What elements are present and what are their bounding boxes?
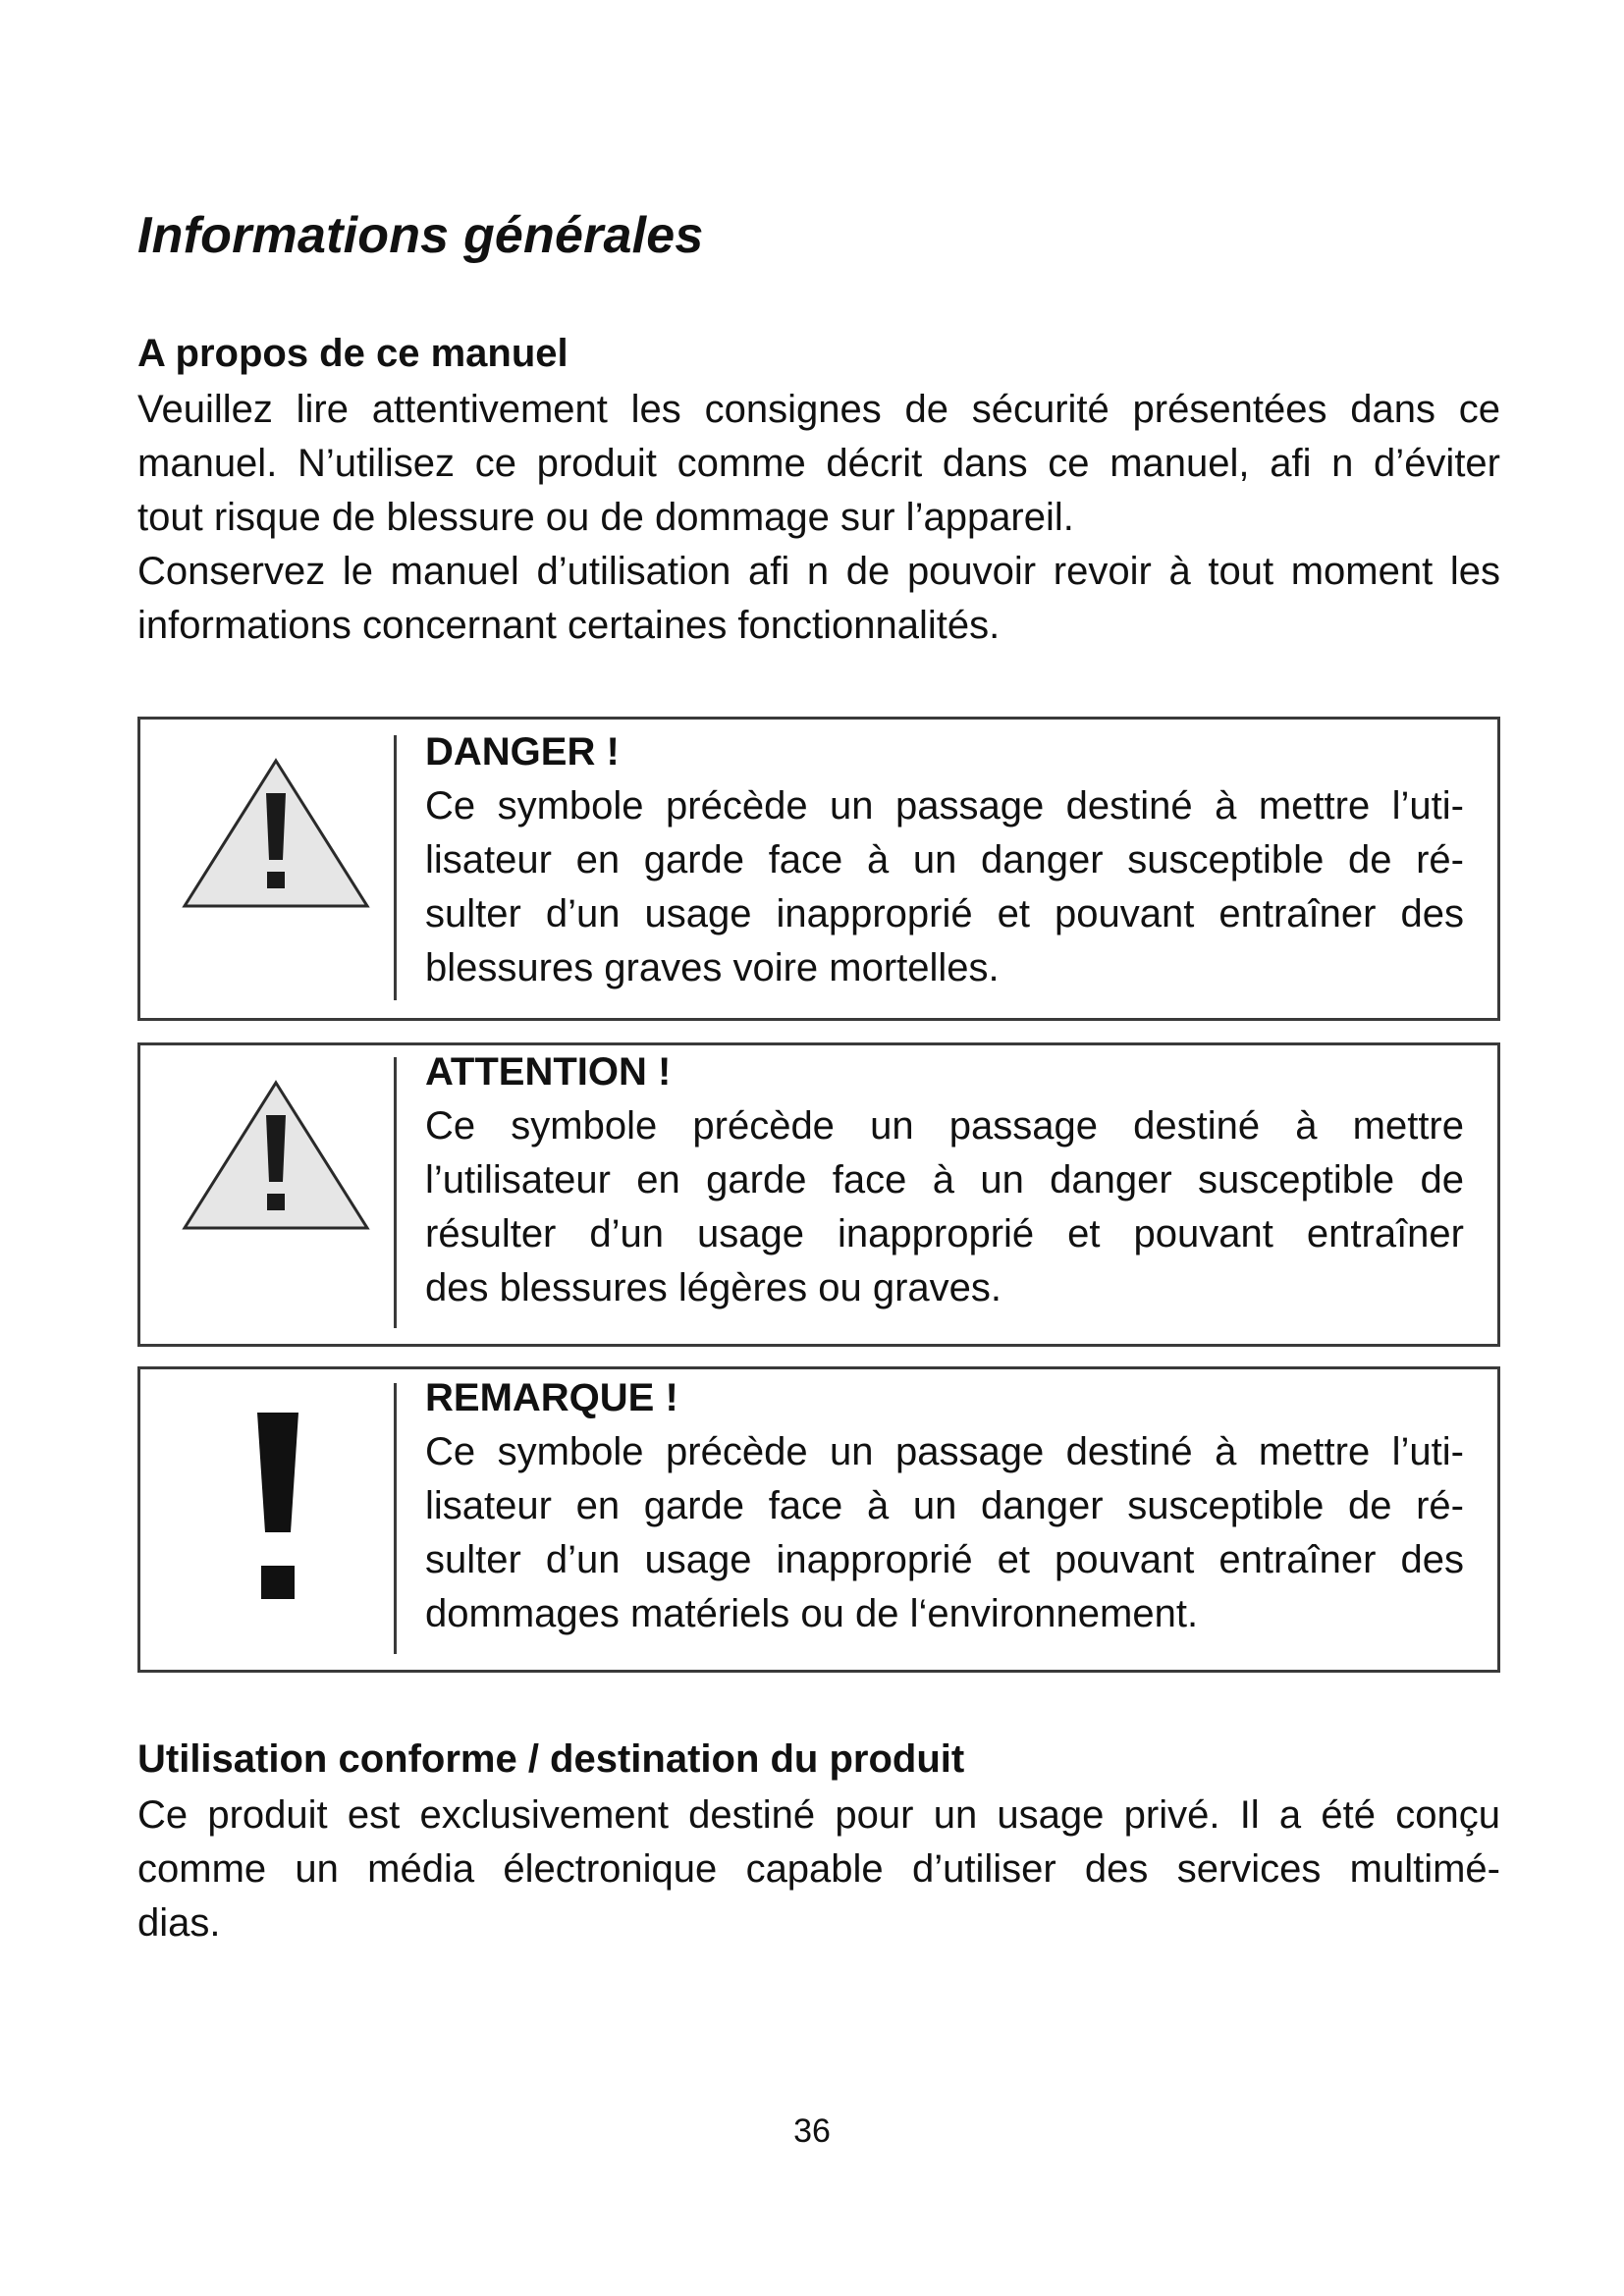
notice-line: l’utilisateur en garde face à un danger susceptible de [425,1158,1464,1201]
page-title: Informations générales [137,207,704,264]
about-paragraph [137,383,1500,653]
notice-line: Ce symbole précède un passage destiné à mettre [425,1104,1464,1148]
notice-line: résulter d’un usage inapproprié et pouvant entraîner [425,1212,1464,1255]
exclamation-mark-icon [175,1369,381,1670]
notice-title: REMARQUE ! [425,1376,678,1419]
usage-line: comme un média électronique capable d’utiliser des services multimé- [137,1847,1500,1891]
about-line: Conservez le manuel d’utilisation afi n de pouvoir revoir à tout moment les [137,550,1500,593]
notice-title: ATTENTION ! [425,1050,672,1094]
warning-triangle-icon [175,1045,381,1344]
notice-content [425,725,1464,995]
notice-divider [394,1057,397,1328]
notice-body [425,779,1464,995]
usage-paragraph [137,1789,1500,1950]
notice-line: sulter d’un usage inapproprié et pouvant entraîner des [425,892,1464,935]
notice-line: lisateur en garde face à un danger susceptible de ré- [425,838,1464,881]
about-line: manuel. N’utilisez ce produit comme décrit dans ce manuel, afi n d’éviter [137,442,1500,485]
notice-body [425,1099,1464,1315]
notice-line: Ce symbole précède un passage destiné à mettre l’uti- [425,1430,1464,1473]
notice-divider [394,1383,397,1654]
notice-content [425,1371,1464,1641]
usage-line: dias. [137,1901,221,1945]
remark-notice [137,1366,1500,1673]
about-line: tout risque de blessure ou de dommage sur l’appareil. [137,496,1074,539]
notice-line: dommages matériels ou de l‘environnement. [425,1592,1199,1635]
notice-line: sulter d’un usage inapproprié et pouvant entraîner des [425,1538,1464,1581]
attention-notice [137,1042,1500,1347]
notice-line: Ce symbole précède un passage destiné à mettre l’uti- [425,784,1464,828]
notice-content [425,1045,1464,1315]
usage-line: Ce produit est exclusivement destiné pour un usage privé. Il a été conçu [137,1793,1500,1837]
warning-triangle-icon [175,720,381,1018]
notice-title: DANGER ! [425,730,620,774]
notice-line: des blessures légères ou graves. [425,1266,1001,1309]
about-heading: A propos de ce manuel [137,332,568,375]
notice-line: lisateur en garde face à un danger susceptible de ré- [425,1484,1464,1527]
page-number: 36 [793,2112,831,2150]
notice-line: blessures graves voire mortelles. [425,946,1000,989]
notice-body [425,1425,1464,1641]
about-line: informations concernant certaines fonctionnalités. [137,604,1001,647]
usage-heading: Utilisation conforme / destination du produit [137,1737,965,1781]
notice-divider [394,735,397,1000]
danger-notice [137,717,1500,1021]
about-line: Veuillez lire attentivement les consignes de sécurité présentées dans ce [137,388,1500,431]
